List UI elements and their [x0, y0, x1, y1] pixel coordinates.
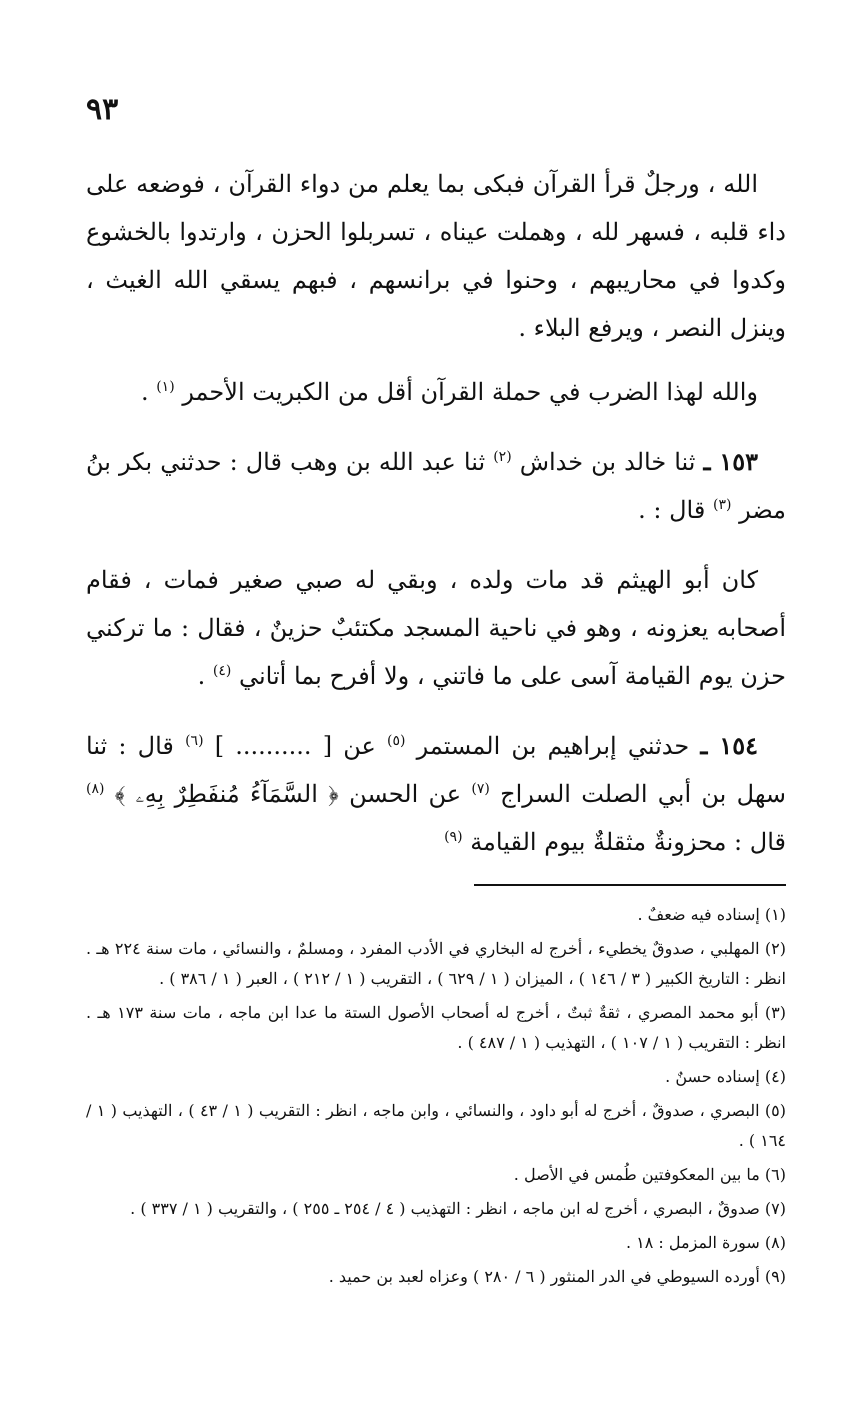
footnote-1: (١) إسناده فيه ضعفٌ .	[637, 905, 786, 924]
hadith-number-153: ١٥٣ ـ	[703, 447, 759, 476]
footnote-ref-6: (٦)	[185, 733, 204, 749]
footnote-ref-7: (٧)	[471, 781, 490, 797]
footnote-separator	[474, 884, 786, 886]
footnote-ref-4: (٤)	[212, 663, 232, 679]
footnotes	[86, 900, 786, 1296]
hadith-153-part-b: ثنا عبد الله بن وهب قال : حدثني بكر بنُ مضر	[86, 448, 786, 524]
hadith-153-part-a: ثنا خالد بن خداش	[519, 448, 704, 476]
footnote-2: (٢) المهلبي ، صدوقٌ يخطيء ، أخرج له البخاري في الأدب المفرد ، ومسلمٌ ، والنسائي ، مات سنة ٢٢٤ هـ . انظر : التاريخ الكبير ( ٣ / ١٤٦ ) ، الميزان ( ١ / ٦٢٩ ) ، التقريب ( ١ / ٢١٢ ) ، العبر ( ١ / ٣٨٦ ) .	[86, 939, 786, 988]
hadith-154-part-e: قال : محزونةٌ مثقلةٌ بيوم القيامة	[470, 828, 786, 856]
footnote-ref-1: (١)	[156, 379, 175, 395]
main-text	[86, 160, 786, 882]
hadith-154	[86, 722, 786, 866]
hadith-154-part-b: عن [ .......... ]	[214, 732, 387, 760]
footnote-7: (٧) صدوقٌ ، البصري ، أخرج له ابن ماجه ، انظر : التهذيب ( ٤ / ٢٥٤ ـ ٢٥٥ ) ، والتقريب ( ١ / ٣٣٧ ) .	[130, 1199, 786, 1218]
footnote-ref-9: (٩)	[444, 829, 463, 845]
paragraph-2	[86, 368, 786, 416]
hadith-154-part-a: حدثني إبراهيم بن المستمر	[416, 732, 701, 760]
footnote-ref-8: (٨)	[86, 781, 105, 797]
paragraph-4-end: .	[197, 662, 213, 690]
paragraph-2-end: .	[140, 378, 157, 406]
footnote-ref-5: (٥)	[387, 733, 406, 749]
footnote-8: (٨) سورة المزمل : ١٨ .	[625, 1233, 786, 1252]
hadith-number-154: ١٥٤ ـ	[700, 731, 758, 760]
footnote-5: (٥) البصري ، صدوقٌ ، أخرج له أبو داود ، والنسائي ، وابن ماجه ، انظر : التقريب ( ١ / ٤٣ ) ، التهذيب ( ١ / ١٦٤ ) .	[86, 1101, 786, 1150]
footnote-9: (٩) أورده السيوطي في الدر المنثور ( ٦ / ٢٨٠ ) وعزاه لعبد بن حميد .	[328, 1267, 786, 1286]
paragraph-4	[86, 556, 786, 700]
hadith-154-part-d: عن الحسن ﴿ السَّمَآءُ مُنفَطِرٌ بِهِۦ ﴾	[114, 780, 472, 808]
hadith-153	[86, 438, 786, 534]
footnote-ref-2: (٢)	[493, 449, 512, 465]
paragraph-2-text: والله لهذا الضرب في حملة القرآن أقل من الكبريت الأحمر	[182, 378, 758, 406]
hadith-153-part-c: قال : .	[638, 496, 713, 524]
hadith-154-part-c: قال : ثنا سهل بن أبي الصلت السراج	[86, 732, 786, 808]
paragraph-1: الله ، ورجلٌ قرأ القرآن فبكى بما يعلم من دواء القرآن ، فوضعه على داء قلبه ، فسهر لله ، وهملت عيناه ، تسربلوا الحزن ، وارتدوا بالخشوع وكدوا في محاريبهم ، وحنوا في برانسهم ، فبهم يسقي الله الغيث ، وينزل النصر ، ويرفع البلاء .	[86, 170, 786, 342]
footnote-ref-3: (٣)	[712, 497, 732, 513]
footnote-4: (٤) إسناده حسنٌ .	[665, 1067, 786, 1086]
footnote-3: (٣) أبو محمد المصري ، ثقةٌ ثبتٌ ، أخرج له أصحاب الأصول الستة ما عدا ابن ماجه ، مات سنة ١٧٣ هـ . انظر : التقريب ( ١ / ١٠٧ ) ، التهذيب ( ١ / ٤٨٧ ) .	[86, 1003, 786, 1052]
paragraph-4-text: كان أبو الهيثم قد مات ولده ، وبقي له صبي صغير فمات ، فقام أصحابه يعزونه ، وهو في ناحية المسجد مكتئبٌ حزينٌ ، فقال : ما تركني حزن يوم القيامة آسى على ما فاتني ، ولا أفرح بما أتاني	[86, 566, 786, 690]
page-number: ٩٣	[86, 92, 119, 127]
footnote-6: (٦) ما بين المعكوفتين طُمس في الأصل .	[513, 1165, 786, 1184]
